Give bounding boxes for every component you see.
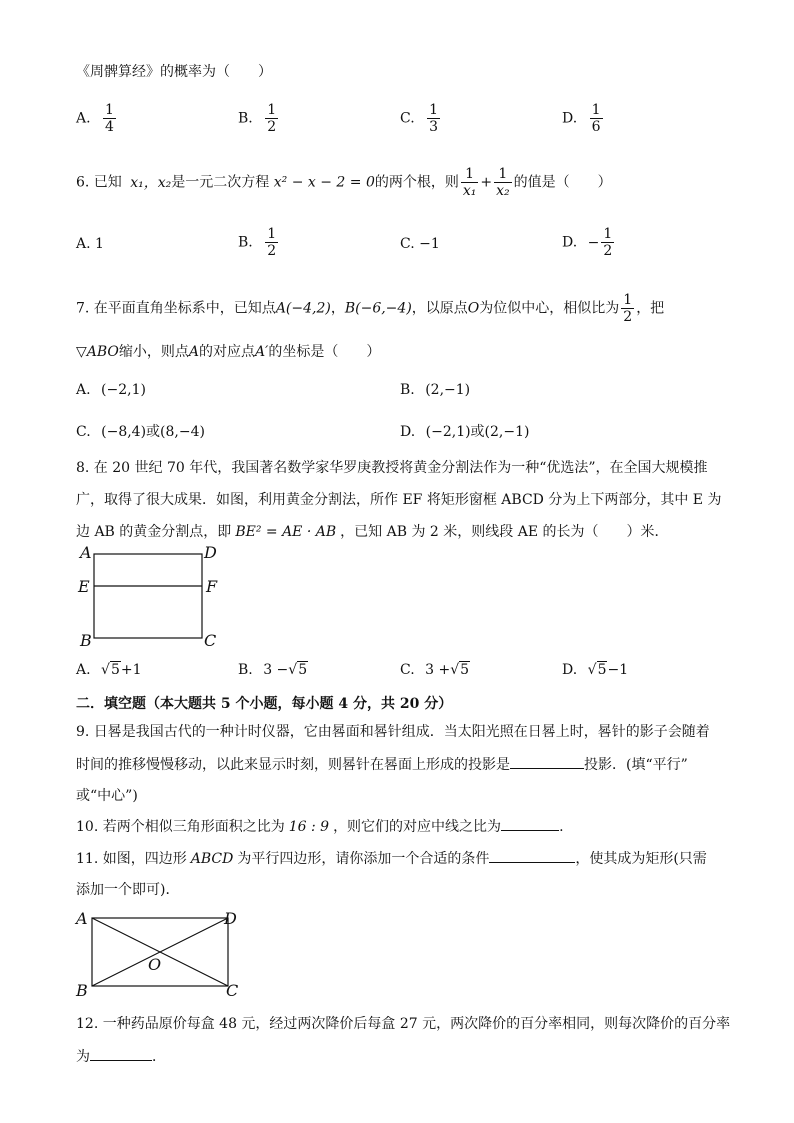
q7-option-c: C. (−8,4)或(8,−4) — [76, 424, 205, 440]
q7-line-1: 7. 在平面直角坐标系中，已知点A(−4,2)，B(−6,−4)，以原点O为位似中心，相似比为 $\frac{1}{2}$ ，把 — [76, 292, 665, 325]
q5-option-c: C. $\frac{1}{3}$ — [400, 102, 439, 135]
q8-label-e: E — [78, 577, 90, 596]
q12-line-2: 为 ． — [76, 1046, 166, 1067]
q11-label-o: O — [148, 955, 162, 974]
q8-option-d: D. √5−1 — [562, 662, 629, 678]
q6-option-c: C. −1 — [400, 236, 440, 252]
q11-line-1: 11. 如图，四边形 ABCD 为平行四边形，请你添加一个合适的条件 ，使其成为矩形(只需 — [76, 848, 707, 869]
q9-line-1: 9. 日晷是我国古代的一种计时仪器，它由晷面和晷针组成．当太阳光照在日晷上时，晷针的影子会随着 — [76, 724, 710, 740]
q6-option-b: B. $\frac{1}{2}$ — [238, 226, 277, 259]
q8-rect-abcd — [94, 554, 202, 638]
q8-label-c: C — [204, 631, 217, 650]
q8-label-d: D — [204, 543, 217, 562]
q9-answer-blank[interactable] — [510, 754, 584, 769]
q5-option-a: A. $\frac{1}{4}$ — [76, 102, 114, 135]
q11-line-2: 添加一个即可)． — [76, 882, 180, 898]
q8-line-2: 广，取得了很大成果．如图，利用黄金分割法，所作 EF 将矩形窗框 ABCD 分为上下两部分，其中 E 为 — [76, 492, 722, 508]
q8-label-f: F — [206, 577, 218, 596]
q12-answer-blank[interactable] — [90, 1046, 152, 1061]
q7-option-a: A. (−2,1) — [76, 382, 146, 398]
q7-option-d: D. (−2,1)或(2,−1) — [400, 424, 530, 440]
q8-label-a: A — [80, 543, 92, 562]
q8-option-b: B. 3 −√5 — [238, 662, 308, 678]
q7-line-2: ▽ABO缩小，则点A的对应点A′的坐标是（ ） — [76, 344, 381, 360]
q10-answer-blank[interactable] — [501, 816, 559, 831]
q11-label-c: C — [226, 981, 239, 1000]
q11-label-a: A — [76, 909, 88, 928]
q12-line-1: 12. 一种药品原价每盒 48 元，经过两次降价后每盒 27 元，两次降价的百分率相同，则每次降价的百分率 — [76, 1016, 731, 1032]
q8-option-c: C. 3 +√5 — [400, 662, 470, 678]
q11-label-b: B — [76, 981, 88, 1000]
section-2-heading: 二．填空题（本大题共 5 个小题，每小题 4 分，共 20 分） — [76, 696, 453, 712]
q7-option-b: B. (2,−1) — [400, 382, 471, 398]
q8-line-1: 8. 在 20 世纪 70 年代，我国著名数学家华罗庚教授将黄金分割法作为一种“优选法”，在全国大规模推 — [76, 460, 708, 476]
q6-option-a: A. 1 — [76, 236, 104, 252]
q10-stem: 10. 若两个相似三角形面积之比为 16 : 9 ，则它们的对应中线之比为 . — [76, 816, 564, 837]
q8-option-a: A. √5+1 — [76, 662, 142, 678]
q11-label-d: D — [224, 909, 237, 928]
q11-answer-blank[interactable] — [489, 848, 575, 863]
q11-parallelogram-figure — [72, 904, 252, 1000]
q6-stem: 6. 已知 x₁，x₂是一元二次方程 x² − x − 2 = 0的两个根，则 $\frac{1}{\text{x₁}}$ + $\frac{1}{\text{x₂}}$ 的值是（ ） — [76, 166, 612, 199]
q8-label-b: B — [80, 631, 92, 650]
q5-option-d: D. $\frac{1}{6}$ — [562, 102, 601, 135]
q8-line-3: 边 AB 的黄金分割点，即 BE² = AE · AB ，已知 AB 为 2 米，则线段 AE 的长为（ ）米． — [76, 524, 669, 540]
q5-option-b: B. $\frac{1}{2}$ — [238, 102, 277, 135]
q5-stem: 《周髀算经》的概率为（ ） — [76, 64, 272, 80]
q9-line-3: 或“中心”) — [76, 788, 138, 804]
q9-line-2: 时间的推移慢慢移动，以此来显示时刻，则晷针在晷面上形成的投影是 投影．(填“平行” — [76, 754, 688, 775]
q6-option-d: D. − $\frac{1}{2}$ — [562, 226, 613, 259]
q8-rectangle-figure — [76, 542, 226, 650]
